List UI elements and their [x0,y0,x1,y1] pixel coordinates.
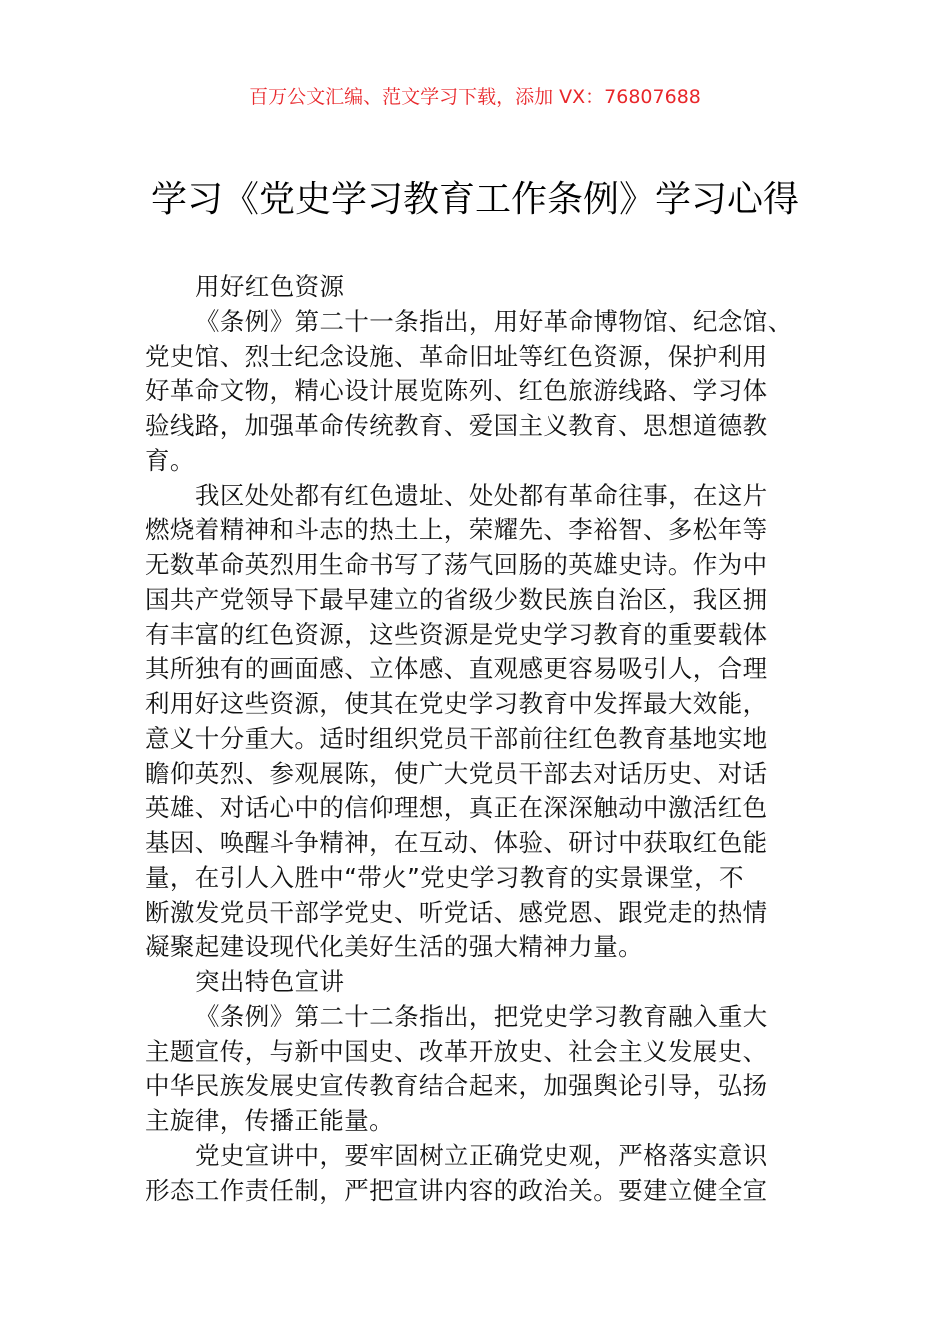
watermark-header: 百万公文汇编、范文学习下载，添加 VX：76807688 [249,86,701,108]
text-line: 无数革命英烈用生命书写了荡气回肠的英雄史诗。作为中 [145,550,768,579]
text-line: 《条例》第二十一条指出，用好革命博物馆、纪念馆、 [195,306,793,336]
text-line: 用好红色资源 [195,272,345,301]
text-line: 我区处处都有红色遗址、处处都有革命往事，在这片 [195,480,768,510]
document-body [145,270,815,1208]
text-line: 好革命文物，精心设计展览陈列、红色旅游线路、学习体 [145,376,768,406]
text-line: 利用好这些资源，使其在党史学习教育中发挥最大效能， [145,689,768,718]
text-line: 中华民族发展史宣传教育结合起来，加强舆论引导，弘扬 [145,1071,768,1101]
text-line: 《条例》第二十二条指出，把党史学习教育融入重大 [195,1001,768,1031]
text-line: 量，在引人入胜中“带火”党史学习教育的实景课堂，不 [145,862,744,892]
text-line: 英雄、对话心中的信仰理想，真正在深深触动中激活红色 [145,793,768,823]
text-line: 国共产党领导下最早建立的省级少数民族自治区，我区拥 [145,584,768,614]
text-line: 育。 [145,445,195,475]
text-line: 断激发党员干部学党史、听党话、感党恩、跟党走的热情 [145,897,768,927]
text-line: 凝聚起建设现代化美好生活的强大精神力量。 [145,932,643,962]
text-line: 主旋律，传播正能量。 [145,1106,394,1135]
text-line: 基因、唤醒斗争精神，在互动、体验、研讨中获取红色能 [145,828,768,857]
text-line: 有丰富的红色资源，这些资源是党史学习教育的重要载体 [145,619,768,649]
text-line: 党史馆、烈士纪念设施、革命旧址等红色资源，保护利用 [145,341,768,371]
text-line: 突出特色宣讲 [195,967,345,996]
text-line: 主题宣传，与新中国史、改革开放史、社会主义发展史、 [145,1036,768,1066]
text-line: 燃烧着精神和斗志的热土上，荣耀先、李裕智、多松年等 [145,515,768,545]
text-line: 党史宣讲中，要牢固树立正确党史观，严格落实意识 [195,1140,768,1170]
text-line: 形态工作责任制，严把宣讲内容的政治关。要建立健全宣 [145,1175,768,1205]
text-line: 其所独有的画面感、立体感、直观感更容易吸引人，合理 [145,654,768,684]
text-line: 验线路，加强革命传统教育、爱国主义教育、思想道德教 [145,411,768,440]
document-title: 学习《党史学习教育工作条例》学习心得 [150,179,799,220]
text-line: 瞻仰英烈、参观展陈，使广大党员干部去对话历史、对话 [145,758,768,788]
text-line: 意义十分重大。适时组织党员干部前往红色教育基地实地 [145,723,768,753]
